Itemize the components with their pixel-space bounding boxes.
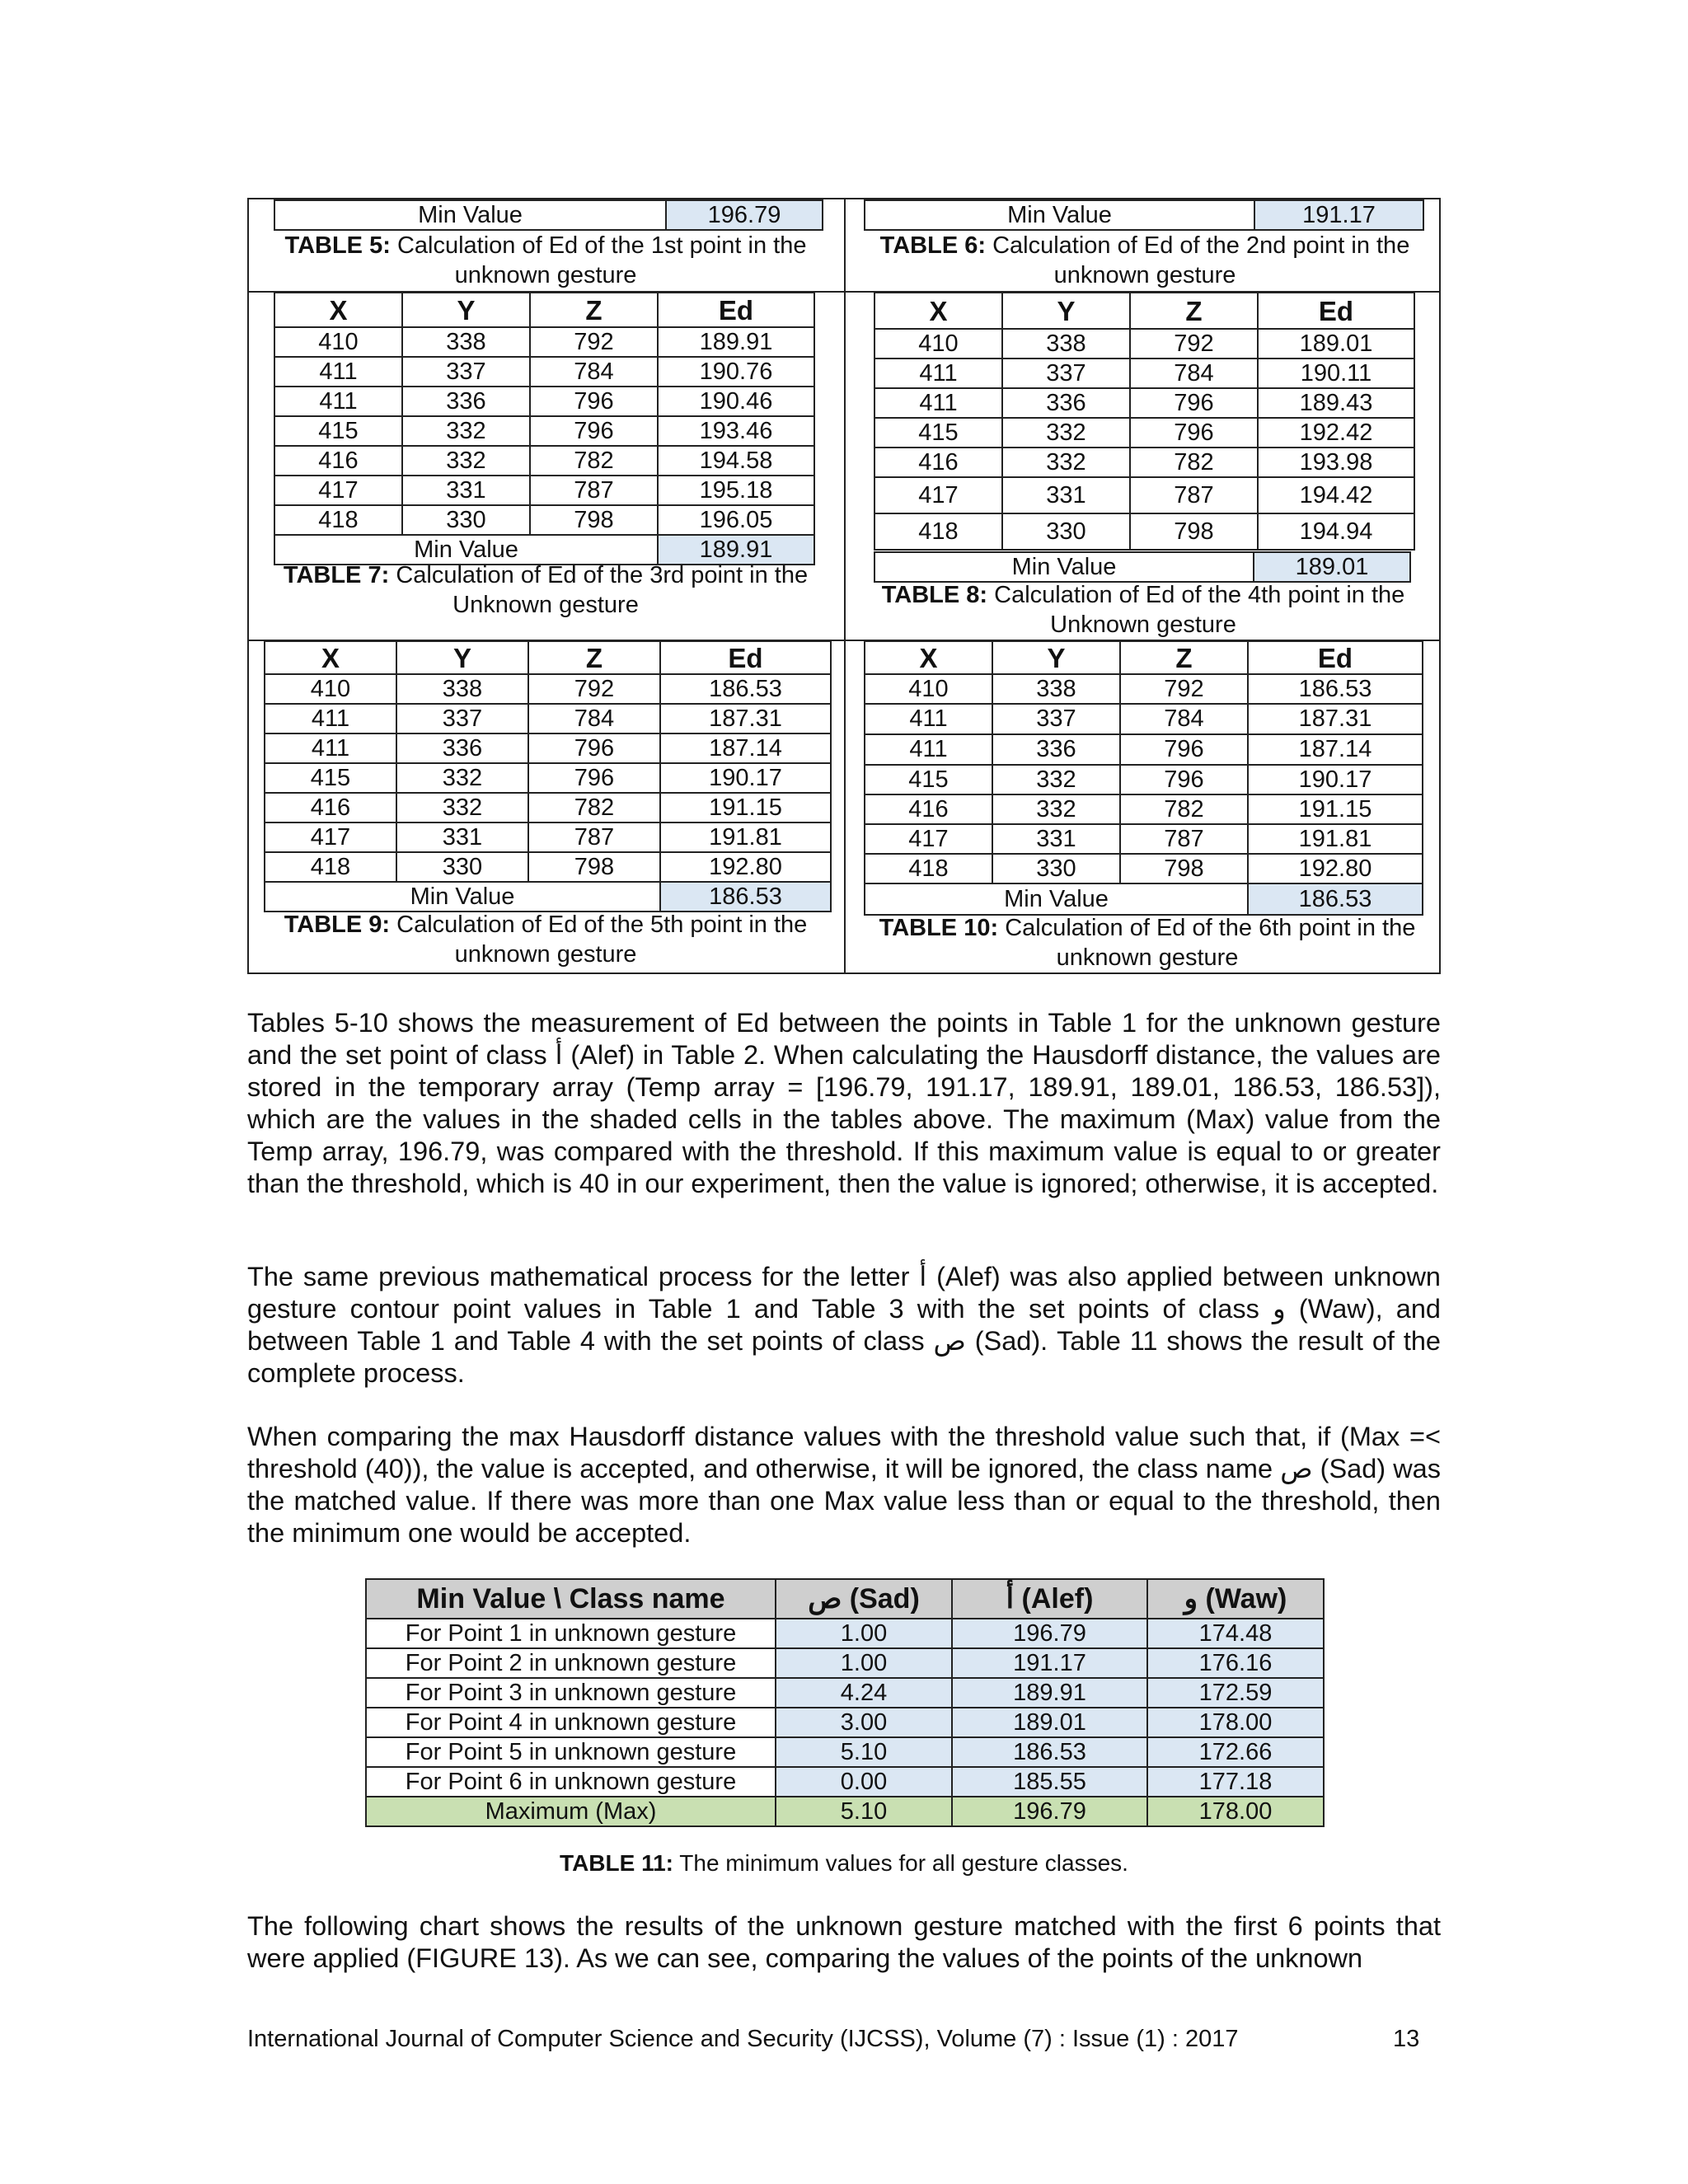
table-row: 417 331 787 191.81 [865,824,1423,854]
min-label: Min Value [865,200,1254,230]
table-row: 418 330 798 194.94 [874,513,1414,550]
column-header: X [274,293,402,327]
column-header: X [874,293,1002,329]
paragraph-3: When comparing the max Hausdorff distance values with the threshold value such that, if (Max =< threshold (40)), the value is accepted, and otherwise, it will be ignored, the class name ص (Sad) was the matched value. If there was more than one Max value less than or equal to the threshold, then the minimum one would be accepted. [247,1422,1441,1548]
table-row: 417 331 787 191.81 [265,823,831,852]
min-label: Min Value [265,882,660,912]
table-row: 417 331 787 195.18 [274,476,814,505]
table-8 [874,292,1415,551]
table-row: 418 330 798 192.80 [865,854,1423,883]
min-value: 186.53 [660,882,831,912]
column-header: X [865,641,992,674]
min-value: 189.01 [1254,552,1410,582]
table-row: 416 332 782 191.15 [865,794,1423,824]
footer-journal: International Journal of Computer Science and Security (IJCSS), Volume (7) : Issue (1) : 2017 [247,2026,1239,2052]
min-value: 189.91 [658,535,814,565]
table-row: 416 332 782 194.58 [274,446,814,476]
table-row: 411 336 796 187.14 [865,734,1423,765]
column-header: Z [1130,293,1258,329]
table-row: 411 336 796 190.46 [274,387,814,416]
table-6-caption: TABLE 6: Calculation of Ed of the 2nd point in the unknown gesture [879,232,1410,288]
min-label: Min Value [274,535,658,565]
column-header: ص (Sad) [776,1579,952,1619]
table-row: 411 336 796 187.14 [265,733,831,763]
min-row [865,883,1423,915]
table-7 [274,292,815,565]
column-header: Z [528,641,660,674]
table-row: For Point 4 in unknown gesture 3.00 189.01 178.00 [366,1708,1324,1737]
column-header: Y [396,641,528,674]
table-row: 410 338 792 189.91 [274,327,814,357]
column-header: Y [402,293,530,327]
column-header: Ed [1248,641,1423,674]
table-9 [264,640,832,912]
table-8-caption: TABLE 8: Calculation of Ed of the 4th point in the Unknown gesture [881,582,1405,638]
table-row: 417 331 787 194.42 [874,477,1414,513]
table-row: 415 332 796 190.17 [265,763,831,793]
page-number: 13 [1393,2026,1420,2052]
table-row: 411 337 784 190.76 [274,357,814,387]
table-11-caption: TABLE 11: The minimum values for all gesture classes. [560,1850,1128,1876]
column-header: Z [530,293,658,327]
column-header: Min Value \ Class name [366,1579,776,1619]
column-header: X [265,641,396,674]
paragraph-1: Tables 5-10 shows the measurement of Ed between the points in Table 1 for the unknown gesture and the set point of class أ (Alef) in Table 2. When calculating the Hausdorff distance, the values are stored in the temporary array (Temp array = [196.79, 191.17, 189.91, 189.01, 186.53, 186.53]), which are the values in the shaded cells in the tables above. The maximum (Max) value from the Temp array, 196.79, was compared with the threshold. If this maximum value is equal to or greater than the threshold, which is 40 in our experiment, then the value is ignored; otherwise, it is accepted. [247,1008,1441,1198]
table-row: For Point 2 in unknown gesture 1.00 191.17 176.16 [366,1648,1324,1678]
table-row: 410 338 792 189.01 [874,329,1414,359]
table-10 [864,640,1423,916]
column-header: Z [1120,641,1248,674]
max-row: Maximum (Max) 5.10 196.79 178.00 [366,1797,1324,1826]
column-header: Ed [1258,293,1414,329]
table-row: 411 336 796 189.43 [874,388,1414,418]
min-label: Min Value [274,200,666,230]
table-9-caption: TABLE 9: Calculation of Ed of the 5th point in the unknown gesture [284,912,808,968]
column-header: Y [992,641,1120,674]
table-row: For Point 6 in unknown gesture 0.00 185.55 177.18 [366,1767,1324,1797]
table-10-caption: TABLE 10: Calculation of Ed of the 6th point in the unknown gesture [879,915,1416,971]
table-row: 411 337 784 187.31 [265,704,831,733]
min-value: 186.53 [1248,883,1423,915]
table-row: 410 338 792 186.53 [865,674,1423,704]
min-value: 191.17 [1254,200,1423,230]
column-header: و (Waw) [1147,1579,1324,1619]
table-5-caption: TABLE 5: Calculation of Ed of the 1st point in the unknown gesture [284,232,807,288]
paragraph-4: The following chart shows the results of the unknown gesture matched with the first 6 points that were applied (FIGURE 13). As we can see, comparing the values of the points of the unknown [247,1911,1441,1973]
min-label: Min Value [865,883,1248,915]
table-row: 415 332 796 192.42 [874,418,1414,448]
table-row: 415 332 796 190.17 [865,765,1423,794]
table-row: 411 337 784 187.31 [865,704,1423,734]
table-row: 410 338 792 186.53 [265,674,831,704]
table-6-min-row [864,199,1424,231]
table-row: 418 330 798 192.80 [265,852,831,882]
column-header: Y [1002,293,1130,329]
table-row: 416 332 782 191.15 [265,793,831,823]
tables-grid [247,198,1441,974]
column-header: أ (Alef) [952,1579,1147,1619]
table-row: For Point 1 in unknown gesture 1.00 196.79 174.48 [366,1619,1324,1648]
table-11 [365,1578,1325,1827]
min-label: Min Value [874,552,1254,582]
paragraph-2: The same previous mathematical process for the letter أ (Alef) was also applied between unknown gesture contour point values in Table 1 and Table 3 with the set points of class و (Waw), and between Table 1 and Table 4 with the set points of class ص (Sad). Table 11 shows the result of the complete process. [247,1262,1442,1388]
table-row: 418 330 798 196.05 [274,505,814,535]
min-value: 196.79 [666,200,823,230]
table-row: 416 332 782 193.98 [874,448,1414,477]
table-7-caption: TABLE 7: Calculation of Ed of the 3rd point in the Unknown gesture [283,562,809,618]
table-5-min-row [274,199,823,231]
column-header: Ed [658,293,814,327]
table-row: 411 337 784 190.11 [874,359,1414,388]
min-row [265,882,831,912]
column-header: Ed [660,641,831,674]
table-row: 415 332 796 193.46 [274,416,814,446]
table-row: For Point 5 in unknown gesture 5.10 186.53 172.66 [366,1737,1324,1767]
grid-divider-vertical [844,199,846,972]
table-row: For Point 3 in unknown gesture 4.24 189.91 172.59 [366,1678,1324,1708]
table-8-min-row [874,551,1411,583]
